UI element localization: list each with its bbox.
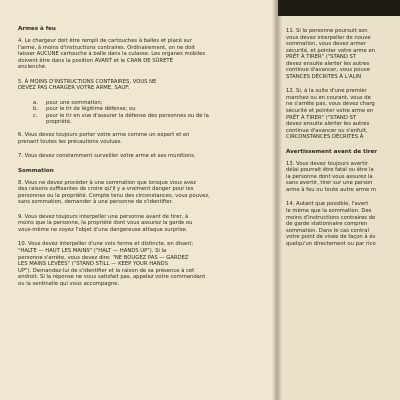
text-line: CIRCONSTANCES DÉCRITES À: [286, 134, 364, 141]
text-line: doivent être dans la position AVANT et le CRAN DE SÛRETÉ: [18, 57, 173, 64]
list-text: pour le tir de légitime défense; ou: [46, 106, 136, 113]
text-line: le même que la sommation. Des: [286, 208, 372, 215]
paragraph: [18, 38, 272, 71]
text-line: "HALTE — HAUT LES MAINS" ("HALT — HANDS UP"). Si la: [18, 248, 167, 255]
text-line: 7. Vous devez constamment surveiller votre arme et ses munitions.: [18, 153, 196, 160]
paragraph: [18, 153, 272, 160]
text-line: DEVEZ PAS CHARGER VOTRE ARME, SAUF:: [18, 85, 130, 92]
right-page: [278, 16, 400, 400]
text-line: votre point de visée de façon à év: [286, 234, 376, 241]
text-line: 9. Vous devez toujours interpeller une personne avant de tirer, à: [18, 213, 189, 220]
text-line: 14. Autant que possible, l'avert: [286, 201, 369, 208]
text-line: devez ensuite alerter les autres: [286, 121, 370, 128]
text-line: sommation. Dans le cas contrai: [286, 227, 369, 234]
text-line: quelqu'un directement ou par rico: [286, 240, 376, 247]
list-marker: c.: [33, 112, 38, 119]
paragraph: [286, 161, 400, 194]
paragraph: [18, 180, 272, 206]
section-heading: Armes à feu: [18, 26, 56, 32]
text-line: délai pourrait être fatal ou être la: [286, 167, 374, 174]
list-item: [18, 119, 272, 126]
text-line: arme à feu ou toute autre arme m: [286, 186, 376, 193]
text-line: sécurité et pointer votre arme en: [286, 108, 374, 115]
list-text: propriété.: [46, 119, 72, 126]
text-line: marchez ou en courant, vous de: [286, 94, 371, 101]
list-marker: [33, 119, 46, 126]
paragraph: [286, 28, 400, 80]
text-line: STANCES DÉCRITES À L'ALIN: [286, 73, 362, 80]
text-line: la personne dont vous assurez la: [286, 173, 373, 180]
text-line: moins que la personne, la propriété dont vous assurez la garde ou: [18, 220, 193, 227]
paragraph: [18, 79, 272, 92]
section-heading: Sommation: [18, 167, 54, 174]
text-line: LES MAINS LEVÉES" ("STAND STILL — KEEP YOUR HANDS: [18, 261, 169, 268]
text-line: continue d'avancer ou s'enfuit,: [286, 127, 368, 134]
text-line: 11. Si la personne poursuit son: [286, 28, 368, 34]
text-line: personne s'arrête, vous devez dire: "NE BOUGEZ PAS — GARDEZ: [18, 254, 189, 261]
paragraph: [286, 88, 400, 140]
page-gutter: [272, 0, 282, 400]
text-line: vous devez interpeller de nouve: [286, 34, 371, 41]
list-text: pour une sommation;: [46, 99, 103, 106]
text-line: PRÊT À TIRER" ("STAND ST: [286, 54, 357, 61]
text-line: des raisons suffisantes de croire qu'il y a vraiment danger pour les: [18, 186, 194, 193]
right-page-text: [286, 28, 400, 255]
text-line: continue d'avancer, vous pouve: [286, 67, 371, 74]
text-line: personnes ou la propriété. Compte tenu des circonstances, vous pouvez,: [18, 192, 210, 199]
page-edge-background: [278, 0, 400, 16]
text-line: 10. Vous devez interpeller d'une voix ferme et distincte, en disant:: [18, 241, 194, 248]
text-line: PRÊT À TIRER" ("STAND ST: [286, 114, 357, 121]
text-line: sécurité, et pointer votre arme en: [286, 47, 375, 54]
text-line: endroit. Si la réponse ne vous satisfait pas, appelez votre commandant: [18, 274, 206, 281]
text-line: prenant toutes les précautions voulues.: [18, 138, 123, 145]
text-line: 12. Si, à la suite d'une premièr: [286, 88, 367, 95]
text-line: moins d'instructions contraires de: [286, 214, 376, 221]
text-line: 13. Vous devez toujours avertir: [286, 160, 369, 167]
paragraph: [18, 132, 272, 145]
text-line: 8. Vous ne devez procéder à une sommation que lorsque vous avez: [18, 179, 197, 186]
section-heading: Avertissement avant de tirer: [286, 148, 378, 155]
list-text: pour le tir en vue d'assurer la défense des personnes ou de la: [46, 112, 209, 119]
text-line: 6. Vous devez toujours porter votre arme comme un expert et en: [18, 132, 190, 139]
list-marker: a.: [33, 99, 38, 106]
text-line: laisser AUCUNE cartouche à balle dans la culasse. Les organes mobiles: [18, 51, 206, 58]
text-line: ne s'arrête pas, vous devez charg: [286, 101, 375, 108]
text-line: 4. Le chargeur doit être rempli de cartouches à balles et placé sur: [18, 38, 192, 44]
text-line: enclenché.: [18, 64, 47, 71]
text-line: sans sommation, demander à une personne de s'identifier.: [18, 199, 173, 206]
paragraph: [18, 214, 272, 234]
text-line: de garde stationnaire compren: [286, 221, 368, 228]
text-line: ou la sentinelle qui vous accompagne.: [18, 280, 119, 287]
text-line: devez ensuite alerter les autres: [286, 60, 370, 67]
item-list: [18, 100, 272, 126]
list-marker: b.: [33, 106, 39, 113]
text-line: sans avertir, tirer sur une person: [286, 180, 373, 187]
paragraph: [286, 201, 400, 247]
paragraph: [18, 241, 272, 287]
text-line: 5. À MOINS D'INSTRUCTIONS CONTRAIRES, VOUS NE: [18, 78, 157, 85]
left-page-text: [18, 26, 272, 295]
text-line: vous-même ne soyez l'objet d'une dangereuse attaque surprise.: [18, 226, 188, 233]
text-line: UP"). Demandez-lui de s'identifier et la raison de sa présence à cet: [18, 267, 195, 274]
text-line: l'arme, à moins d'instructions contraires. Ordinairement, on ne doit: [18, 44, 195, 51]
text-line: sommation, vous devez armer: [286, 41, 366, 48]
